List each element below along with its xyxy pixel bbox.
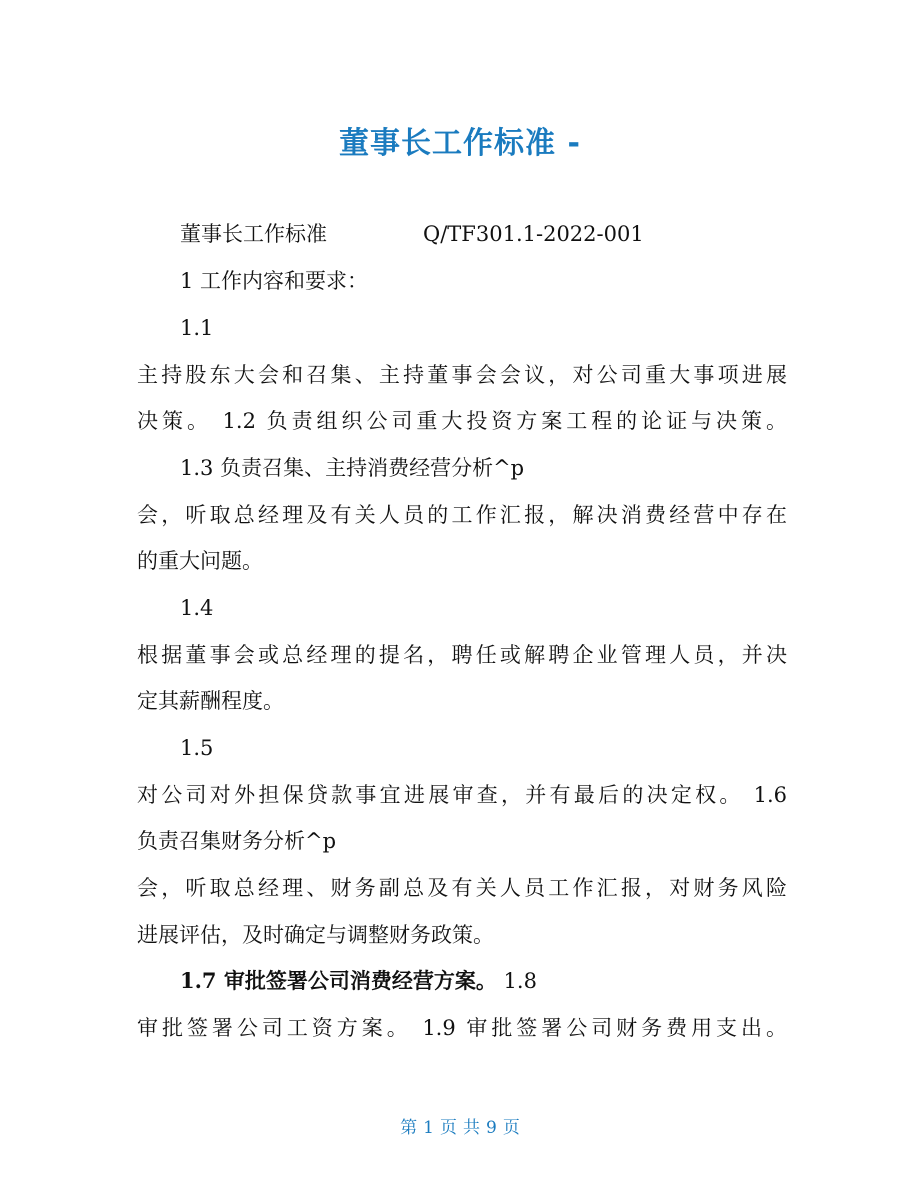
header-line — [180, 219, 830, 249]
item-1-1-number: 1.1 — [180, 316, 214, 340]
footer-middle-1: 页 — [440, 1118, 457, 1138]
standard-name: 董事长工作标准 — [180, 222, 327, 246]
page-footer — [0, 1113, 920, 1138]
item-1-3-continuation: 会，听取总经理及有关人员的工作汇报，解决消费经营中存在 — [137, 503, 787, 527]
section-heading: 1 工作内容和要求： — [180, 269, 369, 293]
item-1-3-continuation-2: 的重大问题。 — [137, 549, 263, 573]
document-title: 董事长工作标准 - — [339, 126, 581, 161]
item-1-3-text: 1.3 负责召集、主持消费经营分析^p — [180, 456, 525, 480]
item-1-6-continuation: 会，听取总经理、财务副总及有关人员工作汇报，对财务风险 — [137, 876, 787, 900]
item-1-6-continuation-2: 进展评估，及时确定与调整财务政策。 — [137, 923, 494, 947]
item-1-7-bold-text: 1.7 审批签署公司消费经营方案。 — [180, 968, 497, 993]
item-1-4-text: 根据董事会或总经理的提名，聘任或解聘企业管理人员，并决 — [137, 643, 787, 667]
footer-suffix: 页 — [502, 1118, 520, 1138]
item-1-2-text: 决策。 1.2 负责组织公司重大投资方案工程的论证与决策。 — [137, 409, 787, 433]
item-1-4-continuation: 定其薪酬程度。 — [137, 689, 284, 713]
item-1-5-number: 1.5 — [180, 736, 214, 760]
item-1-4-number: 1.4 — [180, 596, 214, 620]
footer-middle-2: 共 — [463, 1118, 480, 1138]
item-1-6-text: 负责召集财务分析^p — [137, 829, 337, 853]
item-1-7-line — [180, 966, 830, 996]
item-1-1-text: 主持股东大会和召集、主持董事会会议，对公司重大事项进展 — [137, 363, 787, 387]
item-1-8-number: 1.8 — [496, 969, 537, 993]
standard-code: Q/TF301.1-2022-001 — [423, 222, 644, 246]
footer-current-page: 1 — [423, 1118, 434, 1138]
footer-total-pages: 9 — [486, 1118, 497, 1138]
item-1-5-text: 对公司对外担保贷款事宜进展审查，并有最后的决定权。 1.6 — [137, 783, 787, 807]
footer-prefix: 第 — [400, 1118, 418, 1138]
item-1-8-text: 审批签署公司工资方案。 1.9 审批签署公司财务费用支出。 — [137, 1016, 787, 1040]
